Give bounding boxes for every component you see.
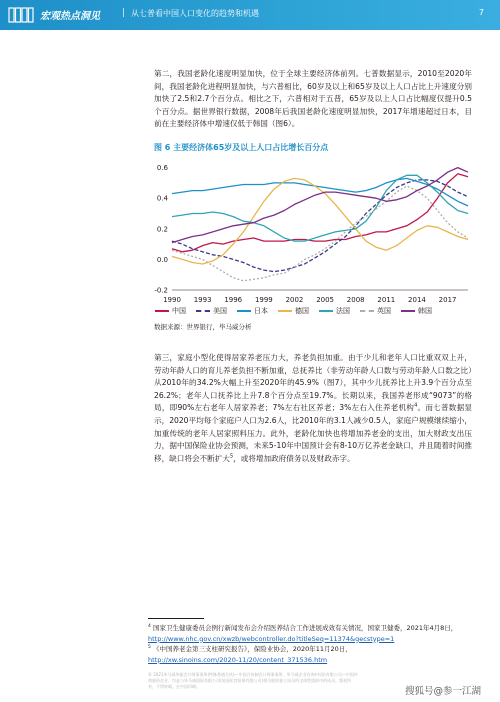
footnote-5 xyxy=(148,644,478,665)
footnote-4 xyxy=(148,623,478,644)
legend-swatch xyxy=(360,310,374,312)
sohu-watermark: 搜狐号@参一江湖 xyxy=(405,686,482,697)
footnote-divider xyxy=(148,618,204,619)
x-tick-label: 2002 xyxy=(285,296,304,304)
x-tick-label: 1990 xyxy=(163,296,181,304)
chart-legend xyxy=(155,306,475,316)
figure-source: 数据来源：世界银行，毕马威分析 xyxy=(154,323,252,331)
paragraph-2-part-b: 。而七普数据显示，2020平均每个家庭户人口为2.6人，比2010年的3.1人减少0.5人，家庭户规模继续缩小，加重传统的老年人居家照料压力。此外，老龄化加快也将增加养老金的支出，加大财政支出压力，据中国保险业协会预测，未来5-10年中国预计会有8-10万亿养老金缺口，并且随着时间推移，缺口将会不断扩大 xyxy=(154,403,473,463)
x-tick-label: 2011 xyxy=(377,296,396,304)
legend-label: 美国 xyxy=(213,307,227,315)
paragraph-2-part-a: 第三，家庭小型化使得居家养老压力大，养老负担加重。由于少儿和老年人口比重双双上升，劳动年龄人口的育儿养老负担不断加重，总抚养比（非劳动年龄人口数与劳动年龄人口数之比）从2010年的34.2%大幅上升至2020年的45.9%（图7），其中少儿抚养比上升3.9个百分点至26.2%；老年人口抚养比上升7.8个百分点至19.7%。长期以来，我国养老形成“9073”的格局，即90%左右老年人居家养老；7%左右社区养老；3%左右入住养老机构 xyxy=(154,353,472,413)
legend-swatch xyxy=(196,310,210,312)
footnote-link[interactable]: http://www.nhc.gov.cn/xwzb/webcontroller.do?titleSeq=11374&gecstype=1 xyxy=(148,634,395,643)
y-tick-label: 0.0 xyxy=(156,255,168,264)
legend-item xyxy=(237,306,268,316)
legend-label: 日本 xyxy=(254,307,268,315)
copyright-disclaimer: © 2021毕马威华振会计师事务所(特殊普通合伙)—中国合伙制会计师事务所、毕马威企业咨询(中国)有限公司—中国外商独资企业，均是与毕马威国际有限公司(英国私营担保有限公司)相关联的独立成员所全球性组织中的成员。版权所有，不得转载。在中国印刷。 xyxy=(148,672,358,689)
legend-item xyxy=(360,306,391,316)
y-tick-label: 0.4 xyxy=(156,194,168,203)
footnote-ref-4[interactable]: 4 xyxy=(414,402,418,409)
header-brand: 宏观热点洞见 xyxy=(40,11,100,22)
header-bar xyxy=(0,0,500,30)
header-separator: | xyxy=(122,8,126,18)
paragraph-1-text: 第二，我国老龄化速度明显加快，位于全球主要经济体前列。七普数据显示，2010至2020年间，我国老龄化进程明显加快，与六普相比，60岁及以上和65岁及以上人口占比上升速度分别加快了2.5和2.7个百分点。相比之下，六普相对于五普，65岁及以上人口占比幅度仅提升0.5个百分点。据世界银行数据，2008年后我国老龄化速度明显加快，2017年增速超过日本，目前在主要经济体中增速仅低于韩国（图6）。 xyxy=(154,69,472,129)
x-tick-label: 2005 xyxy=(316,296,335,304)
legend-item xyxy=(278,306,309,316)
footnotes xyxy=(148,623,478,665)
paragraph-2-text xyxy=(154,352,472,465)
series-line-德国 xyxy=(172,178,468,264)
legend-item xyxy=(401,306,432,316)
footnote-text: 国家卫生健康委员会例行新闻发布会介绍医养结合工作进展成效有关情况，国家卫健委，2021年4月8日， xyxy=(152,624,458,632)
paragraph-family-burden xyxy=(154,352,472,465)
footnote-link[interactable]: http://xw.sinoins.com/2020-11/20/content_371536.htm xyxy=(148,655,328,664)
page-number: 7 xyxy=(478,8,484,17)
x-tick-label: 2008 xyxy=(346,296,365,304)
legend-swatch xyxy=(319,310,333,312)
legend-swatch xyxy=(155,310,169,312)
footnote-mark: 5 xyxy=(148,644,151,650)
legend-item xyxy=(155,306,186,316)
x-tick-label: 1999 xyxy=(254,296,273,304)
x-tick-label: 1996 xyxy=(224,296,243,304)
legend-item xyxy=(196,306,227,316)
legend-swatch xyxy=(401,310,415,312)
footnote-mark: 4 xyxy=(148,623,151,629)
legend-swatch xyxy=(278,310,292,312)
line-chart xyxy=(150,152,480,314)
y-tick-label: -0.2 xyxy=(154,286,168,295)
series-line-日本 xyxy=(172,178,468,206)
series-line-韩国 xyxy=(172,168,468,243)
figure-title: 图 6 主要经济体65岁及以上人口占比增长百分点 xyxy=(154,143,329,152)
x-tick-label: 2017 xyxy=(438,296,457,304)
legend-label: 法国 xyxy=(336,307,350,315)
kpmg-logo-icon xyxy=(8,6,34,24)
legend-label: 德国 xyxy=(295,307,309,315)
legend-item xyxy=(319,306,350,316)
paragraph-2-part-c: ，或将增加政府债务以及财政赤字。 xyxy=(233,453,355,463)
footnote-ref-5[interactable]: 5 xyxy=(229,453,234,460)
paragraph-aging-speed xyxy=(154,68,472,131)
series-line-英国 xyxy=(172,186,468,281)
legend-swatch xyxy=(237,310,251,312)
legend-label: 中国 xyxy=(172,307,186,315)
header-subtitle: 从七普看中国人口变化的趋势和机遇 xyxy=(131,9,259,18)
x-tick-label: 2014 xyxy=(408,296,426,304)
y-tick-label: 0.6 xyxy=(156,164,168,173)
legend-label: 韩国 xyxy=(418,307,432,315)
y-tick-label: 0.2 xyxy=(156,225,168,234)
legend-label: 英国 xyxy=(377,307,391,315)
x-tick-label: 1993 xyxy=(193,296,212,304)
footnote-text: 《中国养老金第三支柱研究报告》，保险业协会，2020年11月20日， xyxy=(152,645,352,653)
